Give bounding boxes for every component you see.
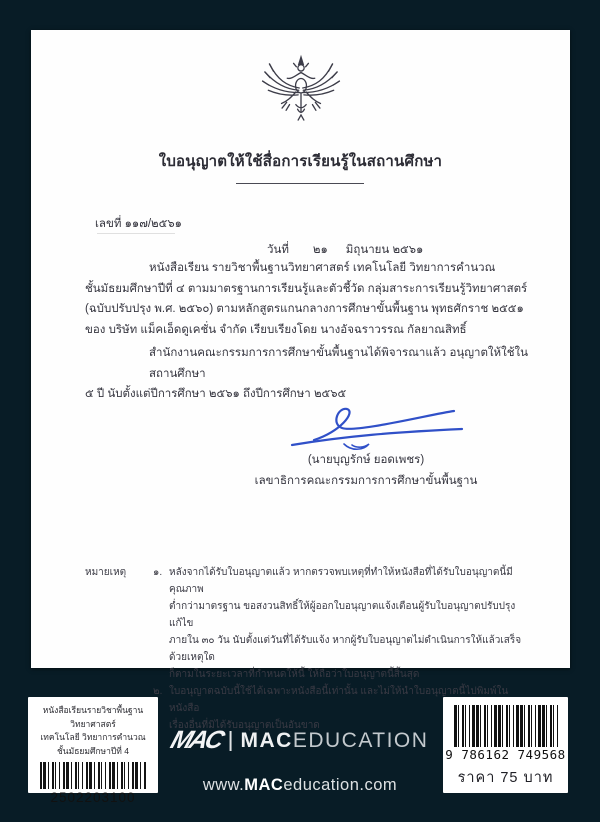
note-number: ๑. xyxy=(153,567,163,578)
signature-ink xyxy=(284,404,474,454)
website-bold: MAC xyxy=(244,776,284,794)
note-line: ใบอนุญาตฉบับนี้ใช้ได้เฉพาะหนังสือนี้เท่านั้น และไม่ให้นำใบอนุญาตนี้ไปพิมพ์ในหนังสือ xyxy=(169,686,509,714)
book-title-line: เทคโนโลยี วิทยาการคำนวณ xyxy=(40,732,146,742)
note-line: ภายใน ๓๐ วัน นับตั้งแต่วันที่ได้รับแจ้ง หากผู้รับใบอนุญาตไม่ดำเนินการให้แล้วเสร็จด้วยเหตุใด xyxy=(169,635,522,663)
book-info-sticker xyxy=(28,697,158,805)
logo-divider xyxy=(230,731,232,751)
body-line: ชั้นมัธยมศึกษาปีที่ ๔ ตามมาตรฐานการเรียนรู้และตัวชี้วัด กลุ่มสาระการเรียนรู้วิทยาศาสตร์ xyxy=(85,282,528,295)
date-label: วันที่ xyxy=(267,244,289,256)
note-item-1 xyxy=(153,564,537,683)
note-number: ๒. xyxy=(153,686,163,697)
book-title-line: ชั้นมัธยมศึกษาปีที่ 4 xyxy=(57,745,129,756)
license-letter-page xyxy=(31,30,570,731)
garuda-emblem-icon xyxy=(31,44,570,145)
website-url xyxy=(172,776,429,795)
note-line: ก็ตามในระยะเวลาที่กำหนดให้นี้ ให้ถือว่าใบอนุญาตนี้สิ้นสุด xyxy=(169,669,420,680)
letter-ref-number: เลขที่ ๑๑๗/๒๕๖๑ xyxy=(95,218,182,230)
letter-paragraph-1 xyxy=(85,258,537,340)
website-prefix: www. xyxy=(202,776,245,794)
isbn-number: 9 786162 749568 xyxy=(445,747,566,762)
scan-smudge xyxy=(97,233,175,234)
mac-logomark-icon: MAC xyxy=(167,726,226,754)
letter-date xyxy=(267,241,423,259)
letter-title: ใบอนุญาตให้ใช้สื่อการเรียนรู้ในสถานศึกษา xyxy=(158,153,443,170)
note-line: หลังจากได้รับใบอนุญาตแล้ว หากตรวจพบเหตุที่ทำให้หนังสือที่ได้รับใบอนุญาตนี้มีคุณภาพ xyxy=(169,567,513,595)
brand-name-bold: MAC xyxy=(240,728,293,752)
body-line: ๕ ปี นับตั้งแต่ปีการศึกษา ๒๕๖๑ ถึงปีการศึกษา ๒๕๖๕ xyxy=(85,388,347,400)
body-line: หนังสือเรียน รายวิชาพื้นฐานวิทยาศาสตร์ เทคโนโลยี วิทยาการคำนวณ xyxy=(149,262,496,274)
date-day: ๒๑ xyxy=(312,244,328,256)
date-month-year: มิถุนายน ๒๕๖๑ xyxy=(345,244,424,256)
body-line: ของ บริษัท แม็คเอ็ดดูเคชั่น จำกัด เรียบเรียงโดย นางอัจฉราวรรณ กัลยาณสิทธิ์ xyxy=(85,323,467,336)
letter-paragraph-2 xyxy=(85,343,537,405)
isbn-sticker xyxy=(443,697,568,793)
price-label: ราคา 75 บาท xyxy=(457,770,554,786)
website-suffix: education.com xyxy=(283,776,398,794)
note-line: ต่ำกว่ามาตรฐาน ขอสงวนสิทธิ์ให้ผู้ออกใบอนุญาตแจ้งเตือนผู้รับใบอนุญาตปรับปรุงแก้ไข xyxy=(169,601,516,629)
body-line: สำนักงานคณะกรรมการการศึกษาขั้นพื้นฐานได้พิจารณาแล้ว อนุญาตให้ใช้ในสถานศึกษา xyxy=(149,347,529,380)
signer-title: เลขาธิการคณะกรรมการการศึกษาขั้นพื้นฐาน xyxy=(254,474,478,487)
book-title-line: หนังสือเรียนรายวิชาพื้นฐานวิทยาศาสตร์ xyxy=(42,705,144,729)
note-line: เรื่องอื่นที่มิได้รับอนุญาตเป็นอันขาด xyxy=(169,720,320,731)
product-barcode-number: 2502203100 xyxy=(50,790,136,805)
product-barcode xyxy=(40,762,146,789)
title-divider xyxy=(236,183,364,184)
body-line: (ฉบับปรับปรุง พ.ศ. ๒๕๖๐) ตามหลักสูตรแกนกลางการศึกษาขั้นพื้นฐาน พุทธศักราช ๒๕๕๑ xyxy=(85,303,524,315)
notes-label: หมายเหตุ xyxy=(85,567,127,578)
ean-barcode xyxy=(454,705,558,747)
signature-block xyxy=(216,450,516,491)
mac-education-logo xyxy=(167,726,429,795)
signer-name: (นายบุญรักษ์ ยอดเพชร) xyxy=(307,454,425,466)
brand-name-light: EDUCATION xyxy=(292,728,429,752)
